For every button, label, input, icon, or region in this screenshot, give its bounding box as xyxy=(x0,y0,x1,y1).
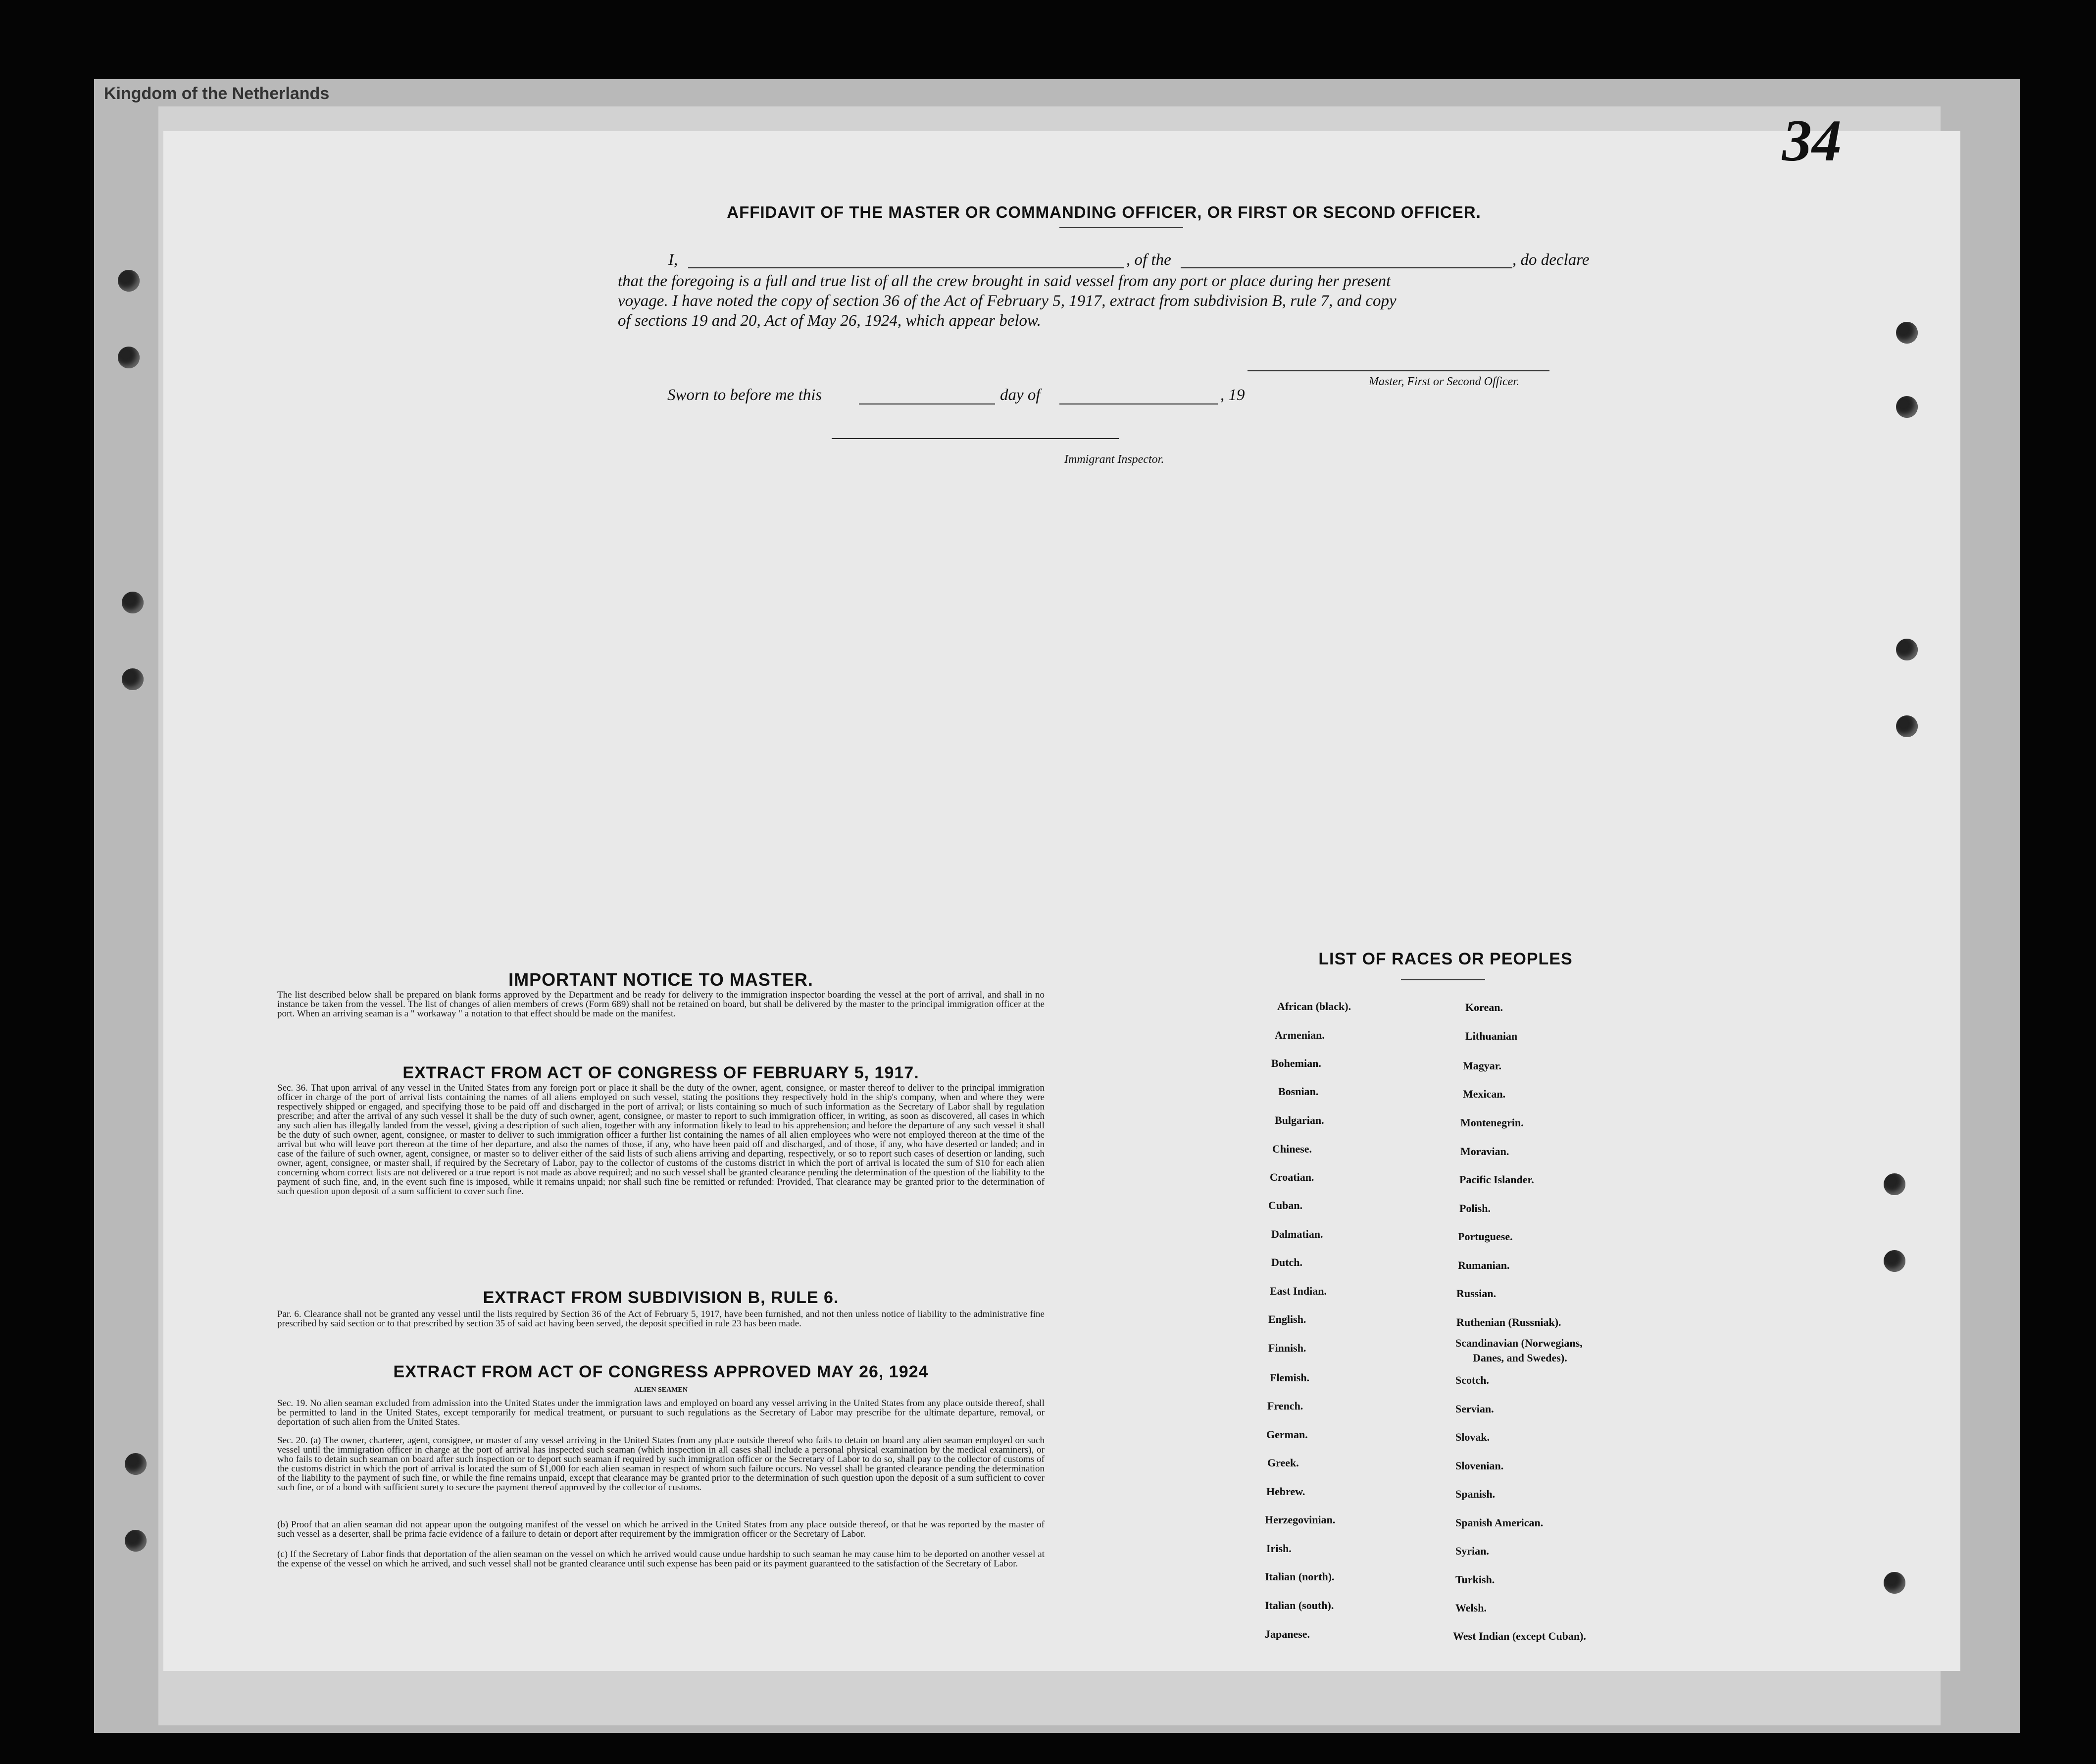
race-item: Slovak. xyxy=(1455,1431,1490,1443)
extract-rule-6-title: EXTRACT FROM SUBDIVISION B, RULE 6. xyxy=(483,1288,839,1307)
name-blank-line xyxy=(688,267,1124,268)
race-item: Bosnian. xyxy=(1278,1085,1319,1098)
alien-seamen-heading: ALIEN SEAMEN xyxy=(634,1386,688,1394)
punch-hole xyxy=(125,1453,147,1475)
punch-hole xyxy=(1884,1250,1905,1272)
punch-hole xyxy=(118,270,140,292)
affidavit-line3: voyage. I have noted the copy of section 36 of the Act of February 5, 1917, extract from subdivision B, rule 7, and copy xyxy=(618,292,1397,310)
affidavit-line4: of sections 19 and 20, Act of May 26, 1924, which appear below. xyxy=(618,312,1041,330)
races-title-underline xyxy=(1401,979,1485,980)
title-underline xyxy=(1059,227,1183,228)
race-item: Japanese. xyxy=(1265,1628,1310,1640)
race-item: Turkish. xyxy=(1455,1573,1495,1586)
extract-1917-text: Sec. 36. That upon arrival of any vessel in the United States from any foreign port or place it shall be the duty of the owner, agent, consignee, or master thereof to deliver to the principal immigration officer in charge of the port of arrival lists containing the names of all aliens employed on such vessel, stating the positions they respectively hold in the ship's company, when and where they were respectively shipped or engaged, and specifying those to be paid off and discharged in the port of arrival; or lists containing so much of such information as the Secretary of Labor shall by regulation prescribe; and after the arrival of any such vessel it shall be the duty of such owner, agent, consignee, or master to report to such immigration officer, in writing, as soon as discovered, all cases in which any such alien has illegally landed from the vessel, giving a description of such alien, together with any information likely to lead to his apprehension; and before the departure of any such vessel it shall be the duty of such owner, agent, consignee, or master to deliver to such immigration officer a further list containing the names of all alien employees who were not employed thereon at the time of the arrival but who will leave port thereon at the time of her departure, and also the names of those, if any, who have been paid off and discharged, and of those, if any, who have deserted or landed; and in case of the failure of such owner, agent, consignee, or master so to deliver either of the said lists of such aliens arriving and departing, respectively, or so to report such cases of desertion or landing, such owner, agent, consignee, or master shall, if required by the Secretary of Labor, pay to the collector of customs of the customs district in which the port of arrival is located the sum of $10 for each alien concerning whom correct lists are not delivered or a true report is not made as above required; and no such vessel shall be granted clearance pending the determination of the question of the liability to the payment of such fine, and, in the event such fine is imposed, while it remains unpaid; nor shall such fine be remitted or refunded: Provided, That clearance may be granted prior to the determination of such question upon deposit of a sum sufficient to cover such fine. xyxy=(277,1083,1045,1197)
punch-hole xyxy=(125,1530,147,1552)
punch-hole xyxy=(1896,715,1918,737)
race-item: Welsh. xyxy=(1455,1602,1487,1614)
race-item: Italian (south). xyxy=(1265,1599,1334,1612)
race-item: Polish. xyxy=(1459,1202,1491,1214)
punch-hole xyxy=(1896,639,1918,660)
race-item: Spanish American. xyxy=(1455,1516,1544,1529)
affidavit-line2: that the foregoing is a full and true list of all the crew brought in said vessel from any port or place during her present xyxy=(618,272,1391,290)
extract-1924-sec19: Sec. 19. No alien seaman excluded from admission into the United States under the immigration laws and employed on board any vessel arriving in the United States from any place outside thereof, shall be permitted to land in the United States, except temporarily for medical treatment, or pursuant to such regulations as the Secretary of Labor may prescribe for the ultimate departure, removal, or deportation of such alien from the United States. xyxy=(277,1398,1045,1427)
race-item: Croatian. xyxy=(1270,1171,1314,1183)
punch-hole xyxy=(1884,1173,1905,1195)
extract-1924-title: EXTRACT FROM ACT OF CONGRESS APPROVED MAY 26, 1924 xyxy=(393,1362,929,1381)
sworn-date-line xyxy=(859,403,995,404)
race-item: Spanish. xyxy=(1455,1488,1496,1500)
extract-1924-sec20a: Sec. 20. (a) The owner, charterer, agent, consignee, or master of any vessel arriving in the United States from any place outside thereof who fails to detain on board any alien seaman employed on such vessel until the immigration officer in charge at the port of arrival has inspected such seaman (which inspection in all cases shall include a personal physical examination by the medical examiners), or who fails to detain such seaman on board after such inspection or to deport such seaman if required by such immigration officer or the Secretary of Labor to do so, shall pay to the collector of customs of the customs district in which the port of arrival is located the sum of $1,000 for each alien seaman in respect of whom such failure occurs. No vessel shall be granted clearance pending the determination of the liability to the payment of such fine, or while the fine remains unpaid, except that clearance may be granted prior to the determination of such question upon the deposit of a sum sufficient to cover such fine, or of a bond with sufficient surety to secure the payment thereof approved by the collector of customs. xyxy=(277,1435,1045,1493)
race-item: Greek. xyxy=(1267,1457,1299,1469)
punch-hole xyxy=(118,347,140,368)
punch-hole xyxy=(122,592,144,613)
page-number: 34 xyxy=(1782,107,1842,173)
race-item: Magyar. xyxy=(1463,1059,1502,1072)
master-signature-line xyxy=(1248,370,1549,371)
sworn-year: , 19 xyxy=(1220,386,1245,404)
extract-1924-sec20c: (c) If the Secretary of Labor finds that deportation of the alien seaman on the vessel on which he arrived would cause undue hardship to such seaman he may cause him to be deported on another vessel at the expense of the vessel on which he arrived, and such vessel shall not be granted clearance until such expense has been paid or its payment guaranteed to the satisfaction of the Secretary of Labor. xyxy=(277,1549,1045,1569)
sworn-day-of: day of xyxy=(1000,386,1041,404)
race-item: Danes, and Swedes). xyxy=(1473,1352,1567,1364)
race-item: African (black). xyxy=(1277,1000,1351,1012)
affidavit-title: AFFIDAVIT OF THE MASTER OR COMMANDING OFFICER, OR FIRST OR SECOND OFFICER. xyxy=(727,203,1481,221)
race-item: Korean. xyxy=(1465,1001,1503,1013)
sworn-text: Sworn to before me this xyxy=(667,386,822,404)
race-item: English. xyxy=(1268,1313,1306,1325)
race-item: Bulgarian. xyxy=(1275,1114,1324,1126)
race-item: Hebrew. xyxy=(1266,1485,1305,1498)
punch-hole xyxy=(1896,322,1918,344)
race-item: Finnish. xyxy=(1268,1342,1306,1354)
extract-1924-sec20b: (b) Proof that an alien seaman did not appear upon the outgoing manifest of the vessel on which he arrived in the United States from any place outside thereof, or that he was reported by the master of such vessel as a deserter, shall be prima facie evidence of a failure to detain or deport after requirement by the immigration officer or the Secretary of Labor. xyxy=(277,1519,1045,1539)
race-item: Bohemian. xyxy=(1271,1057,1321,1069)
vessel-blank-line xyxy=(1181,267,1512,268)
race-item: Italian (north). xyxy=(1265,1570,1335,1583)
race-item: Dutch. xyxy=(1271,1256,1302,1268)
race-item: Russian. xyxy=(1456,1287,1497,1300)
race-item: Irish. xyxy=(1266,1542,1292,1555)
race-item: Cuban. xyxy=(1268,1199,1303,1211)
race-item: Herzegovinian. xyxy=(1265,1513,1336,1526)
race-item: Ruthenian (Russniak). xyxy=(1456,1316,1561,1328)
race-item: Lithuanian xyxy=(1465,1030,1518,1042)
race-item: Dalmatian. xyxy=(1271,1228,1323,1240)
sworn-month-line xyxy=(1059,403,1218,404)
race-item: Montenegrin. xyxy=(1460,1116,1524,1129)
race-item: Flemish. xyxy=(1270,1371,1310,1384)
extract-rule-6-text: Par. 6. Clearance shall not be granted any vessel until the lists required by Section 36 of the Act of February 5, 1917, have been furnished, and not then unless notice of liability to the administrative fine prescribed by said section or to that prescribed by section 35 of said act having been served, the deposit specified in rule 23 has been made. xyxy=(277,1309,1045,1329)
races-title: LIST OF RACES OR PEOPLES xyxy=(1318,950,1573,968)
race-item: Syrian. xyxy=(1455,1545,1489,1557)
extract-1917-title: EXTRACT FROM ACT OF CONGRESS OF FEBRUARY 5, 1917. xyxy=(402,1063,919,1082)
notice-text: The list described below shall be prepared on blank forms approved by the Department and be ready for delivery to the immigration inspector boarding the vessel at the port of arrival, and shall in no instance be taken from the vessel. The list of changes of alien members of crews (Form 689) shall not be retained on board, but shall be delivered by the master to the principal immigration officer at the port. When an arriving seaman is a " workaway " a notation to that effect should be made on the manifest. xyxy=(277,990,1045,1019)
race-item: German. xyxy=(1266,1428,1308,1441)
affidavit-declare: , do declare xyxy=(1512,251,1590,269)
race-item: Armenian. xyxy=(1275,1029,1325,1041)
race-item: French. xyxy=(1267,1400,1303,1412)
race-item: Rumanian. xyxy=(1458,1259,1510,1271)
race-item: Servian. xyxy=(1455,1403,1494,1415)
affidavit-i: I, xyxy=(668,251,678,269)
affidavit-of-the: , of the xyxy=(1126,251,1171,269)
notice-title: IMPORTANT NOTICE TO MASTER. xyxy=(508,969,813,990)
race-item: Portuguese. xyxy=(1458,1230,1513,1243)
punch-hole xyxy=(122,668,144,690)
punch-hole xyxy=(1884,1572,1905,1594)
race-item: Chinese. xyxy=(1272,1143,1312,1155)
race-item: West Indian (except Cuban). xyxy=(1453,1630,1586,1642)
inspector-signature-label: Immigrant Inspector. xyxy=(1064,453,1164,466)
race-item: Scandinavian (Norwegians, xyxy=(1455,1337,1583,1349)
race-item: Slovenian. xyxy=(1455,1460,1504,1472)
race-item: Scotch. xyxy=(1455,1374,1489,1386)
bleed-through-text: Kingdom of the Netherlands xyxy=(104,84,330,103)
race-item: Pacific Islander. xyxy=(1459,1173,1534,1186)
master-signature-label: Master, First or Second Officer. xyxy=(1369,375,1519,388)
race-item: Moravian. xyxy=(1460,1145,1509,1158)
punch-hole xyxy=(1896,396,1918,418)
race-item: East Indian. xyxy=(1270,1285,1327,1297)
inspector-signature-line xyxy=(832,438,1119,439)
race-item: Mexican. xyxy=(1463,1088,1506,1100)
